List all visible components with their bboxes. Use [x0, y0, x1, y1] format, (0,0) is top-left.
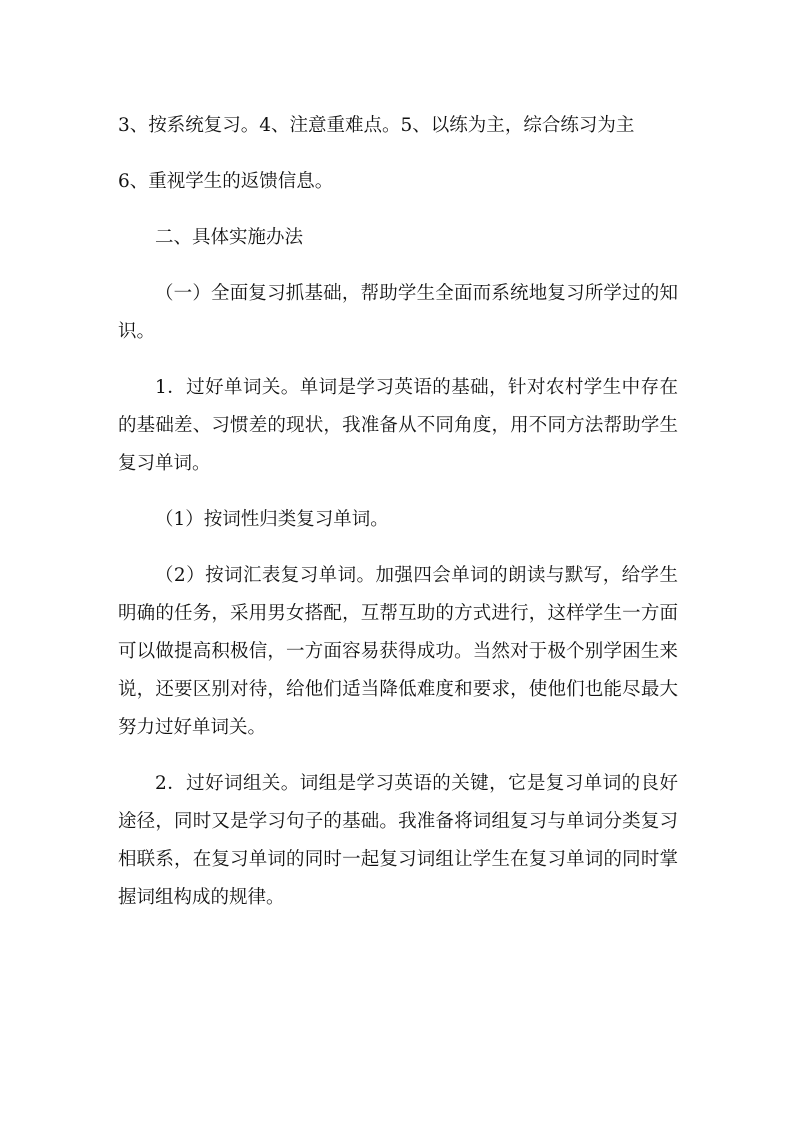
- paragraph-comprehensive-review: （一）全面复习抓基础，帮助学生全面而系统地复习所学过的知识。: [118, 283, 678, 342]
- paragraph-word-review: 1．过好单词关。单词是学习英语的基础，针对农村学生中存在的基础差、习惯差的现状，我准备从不同角度，用不同方法帮助学生复习单词。: [118, 377, 678, 474]
- paragraph-part-of-speech: （1）按词性归类复习单词。: [155, 509, 389, 530]
- section-heading-implementation: 二、具体实施办法: [155, 227, 304, 248]
- paragraph-vocabulary-list: （2）按词汇表复习单词。加强四会单词的朗读与默写，给学生明确的任务，采用男女搭配，互帮互助的方式进行，这样学生一方面可以做提高积极信，一方面容易获得成功。当然对于极个别学困生来说，还要区别对待，给他们适当降低难度和要求，使他们也能尽最大努力过好单词关。: [118, 565, 678, 738]
- paragraph-review-principles: 3、按系统复习。4、注意重难点。5、以练为主，综合练习为主: [118, 115, 635, 136]
- paragraph-feedback: 6、重视学生的返馈信息。: [118, 171, 334, 192]
- document-body: [118, 107, 678, 917]
- paragraph-phrase-review: 2．过好词组关。词组是学习英语的关键，它是复习单词的良好途径，同时又是学习句子的基础。我准备将词组复习与单词分类复习相联系，在复习单词的同时一起复习词组让学生在复习单词的同时掌握词组构成的规律。: [118, 773, 678, 908]
